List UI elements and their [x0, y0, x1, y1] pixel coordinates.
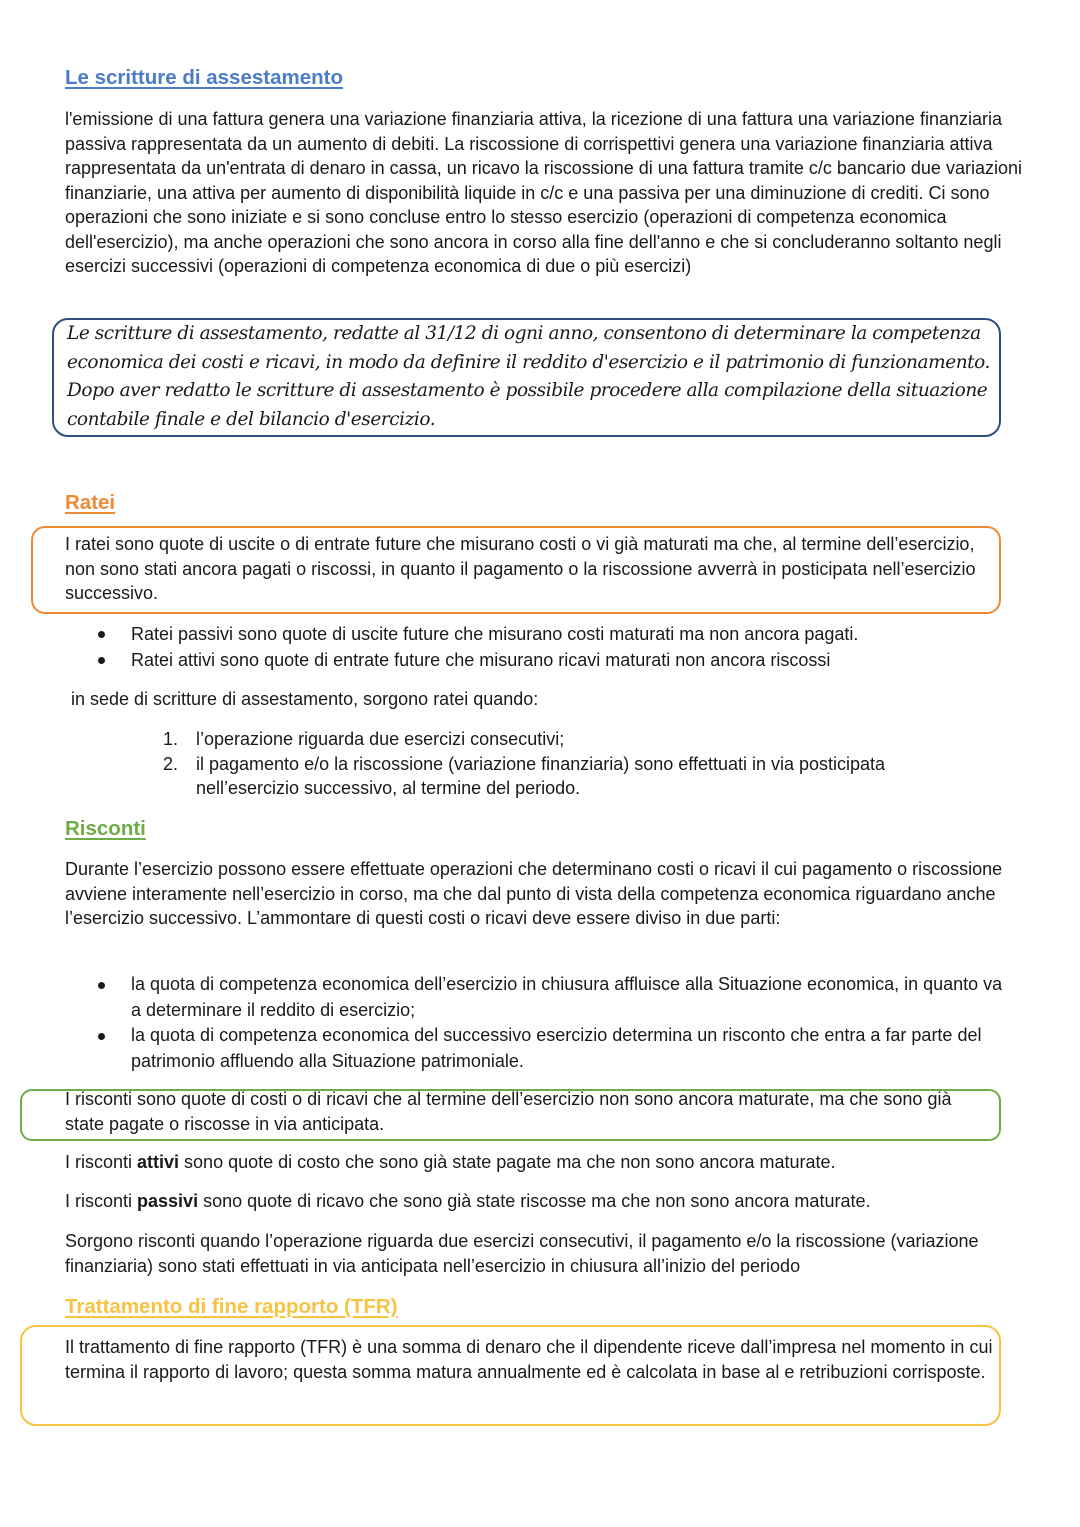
risconti-boxed-text: I risconti sono quote di costi o di ricavi che al termine dell’esercizio non sono ancora maturate, ma che sono già state pagate o riscosse in via anticipata.	[65, 1089, 952, 1134]
bullet-icon	[98, 631, 105, 638]
list-item: Ratei passivi sono quote di uscite future che misurano costi maturati ma non ancora pagati.	[131, 621, 1021, 647]
risconti-sorgono-text: Sorgono risconti quando l’operazione riguarda due esercizi consecutivi, il pagamento e/o la riscossione (variazione finanziaria) sono stati effettuati in via anticipata nell’esercizio in chiusura all’inizio del periodo	[65, 1231, 979, 1276]
heading-ratei: Ratei	[65, 491, 116, 514]
list-item: la quota di competenza economica del successivo esercizio determina un risconto che entra a far parte del patrimonio affluendo alla Situazione patrimoniale.	[131, 1023, 1016, 1074]
bullet-icon	[98, 982, 105, 989]
ratei-bullet-list	[131, 621, 1021, 673]
list-item: 1. l’operazione riguarda due esercizi consecutivi;	[163, 729, 565, 749]
assestamento-intro: l'emissione di una fattura genera una variazione finanziaria attiva, la ricezione di una fattura una variazione finanziaria passiva rappresentata da un aumento di debiti. La riscossione di corrispettivi genera una variazione finanziaria attiva rappresentata da un'entrata di denaro in cassa, un ricavo la riscossione di una fattura tramite c/c bancario due variazioni finanziarie, una attiva per aumento di disponibilità liquide in c/c e una passiva per una diminuzione di crediti. Ci sono operazioni che sono iniziate e si sono concluse entro lo stesso esercizio (operazioni di competenza economica dell'esercizio), ma anche operazioni che sono ancora in corso alla fine dell'anno e che si concluderanno soltanto negli esercizi successivi (operazioni di competenza economica di due o più esercizi)	[65, 109, 1022, 276]
bullet-icon	[98, 1033, 105, 1040]
list-item: 2. il pagamento e/o la riscossione (variazione finanziaria) sono effettuati in via posticipata nell’esercizio successivo, al termine del periodo.	[163, 753, 886, 798]
heading-assestamento: Le scritture di assestamento	[65, 66, 343, 89]
assestamento-boxed-text: Le scritture di assestamento, redatte al 31/12 di ogni anno, consentono di determinare la competenza economica dei costi e ricavi, in modo da definire il reddito d'esercizio e il patrimonio di funzionamento. Dopo aver redatto le scritture di assestamento è possibile procedere alla compilazione della situazione contabile finale e del bilancio d'esercizio.	[67, 323, 990, 430]
ratei-when-intro: in sede di scritture di assestamento, sorgono ratei quando:	[71, 689, 539, 709]
heading-tfr: Trattamento di fine rapporto (TFR)	[65, 1295, 398, 1318]
ratei-boxed-text: I ratei sono quote di uscite o di entrate future che misurano costi o vi già maturati ma che, al termine dell’esercizio, non sono stati ancora pagati o riscossi, in quanto il pagamento o la riscossione avverrà in posticipata nell’esercizio successivo.	[65, 534, 976, 603]
risconti-attivi-text: I risconti attivi sono quote di costo che sono già state pagate ma che non sono ancora maturate.	[65, 1152, 836, 1172]
tfr-boxed-text: Il trattamento di fine rapporto (TFR) è una somma di denaro che il dipendente riceve dall’impresa nel momento in cui termina il rapporto di lavoro; questa somma matura annualmente ed è calcolata in base al e retribuzioni corrisposte.	[65, 1337, 993, 1382]
risconti-bullet-list	[131, 972, 1016, 1074]
list-item: Ratei attivi sono quote di entrate future che misurano ricavi maturati non ancora riscossi	[131, 647, 1021, 673]
ratei-numbered-list	[163, 727, 986, 801]
risconti-intro: Durante l’esercizio possono essere effettuate operazioni che determinano costi o ricavi il cui pagamento o riscossione avviene interamente nell’esercizio in corso, ma che dal punto di vista della competenza economica riguardano anche l’esercizio successivo. L’ammontare di questi costi o ricavi deve essere diviso in due parti:	[65, 859, 1003, 928]
bullet-icon	[98, 657, 105, 664]
heading-risconti: Risconti	[65, 817, 146, 840]
risconti-passivi-text: I risconti passivi sono quote di ricavo che sono già state riscosse ma che non sono ancora maturate.	[65, 1191, 871, 1211]
list-item: la quota di competenza economica dell’esercizio in chiusura affluisce alla Situazione economica, in quanto va a determinare il reddito di esercizio;	[131, 972, 1016, 1023]
